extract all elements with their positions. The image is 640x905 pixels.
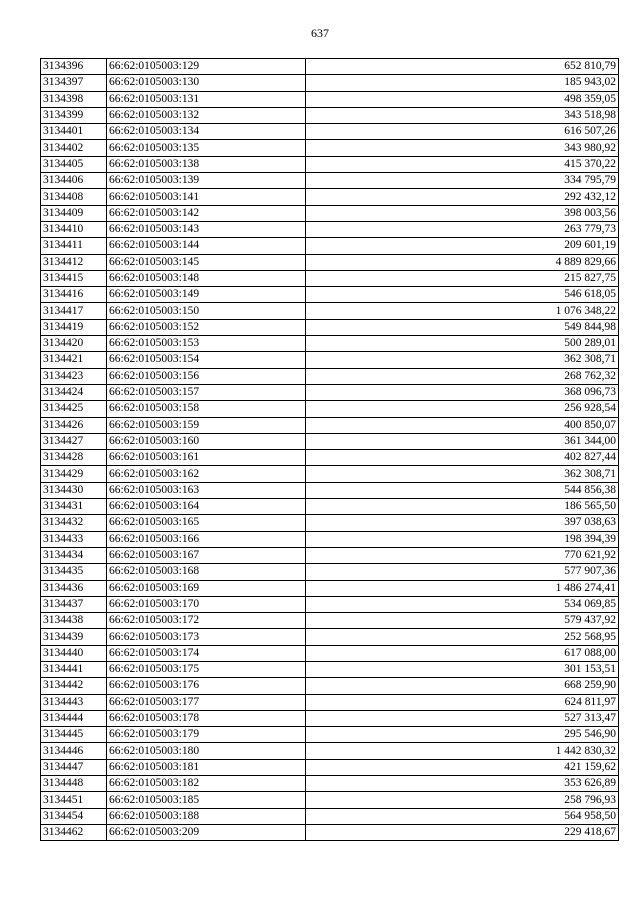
value-cell: 185 943,02 xyxy=(306,75,619,91)
record-number-cell: 3134402 xyxy=(41,140,107,156)
value-cell: 1 442 830,32 xyxy=(306,743,619,759)
record-number-cell: 3134432 xyxy=(41,515,107,531)
cadastral-number-cell: 66:62:0105003:130 xyxy=(107,75,306,91)
value-cell: 527 313,47 xyxy=(306,710,619,726)
table-row xyxy=(41,694,619,710)
value-cell: 362 308,71 xyxy=(306,352,619,368)
record-number-cell: 3134443 xyxy=(41,694,107,710)
record-number-cell: 3134410 xyxy=(41,221,107,237)
cadastral-number-cell: 66:62:0105003:174 xyxy=(107,645,306,661)
table-row xyxy=(41,743,619,759)
record-number-cell: 3134406 xyxy=(41,173,107,189)
table-row xyxy=(41,433,619,449)
cadastral-number-cell: 66:62:0105003:179 xyxy=(107,727,306,743)
table-row xyxy=(41,547,619,563)
cadastral-number-cell: 66:62:0105003:169 xyxy=(107,580,306,596)
record-number-cell: 3134448 xyxy=(41,776,107,792)
table-row xyxy=(41,91,619,107)
record-number-cell: 3134442 xyxy=(41,678,107,694)
record-number-cell: 3134441 xyxy=(41,661,107,677)
cadastral-number-cell: 66:62:0105003:175 xyxy=(107,661,306,677)
value-cell: 577 907,36 xyxy=(306,564,619,580)
table-row xyxy=(41,678,619,694)
value-cell: 343 980,92 xyxy=(306,140,619,156)
table-row xyxy=(41,124,619,140)
record-number-cell: 3134444 xyxy=(41,710,107,726)
table-row xyxy=(41,140,619,156)
cadastral-number-cell: 66:62:0105003:160 xyxy=(107,433,306,449)
value-cell: 353 626,89 xyxy=(306,776,619,792)
record-number-cell: 3134424 xyxy=(41,384,107,400)
cadastral-number-cell: 66:62:0105003:173 xyxy=(107,629,306,645)
value-cell: 301 153,51 xyxy=(306,661,619,677)
value-cell: 215 827,75 xyxy=(306,270,619,286)
table-row xyxy=(41,629,619,645)
registry-table-body xyxy=(41,59,619,841)
record-number-cell: 3134429 xyxy=(41,466,107,482)
record-number-cell: 3134423 xyxy=(41,368,107,384)
value-cell: 1 486 274,41 xyxy=(306,580,619,596)
record-number-cell: 3134439 xyxy=(41,629,107,645)
cadastral-number-cell: 66:62:0105003:156 xyxy=(107,368,306,384)
table-row xyxy=(41,824,619,840)
cadastral-number-cell: 66:62:0105003:188 xyxy=(107,808,306,824)
value-cell: 368 096,73 xyxy=(306,384,619,400)
cadastral-number-cell: 66:62:0105003:131 xyxy=(107,91,306,107)
value-cell: 415 370,22 xyxy=(306,156,619,172)
table-row xyxy=(41,531,619,547)
page-number: 637 xyxy=(311,26,329,40)
record-number-cell: 3134445 xyxy=(41,727,107,743)
table-row xyxy=(41,384,619,400)
record-number-cell: 3134405 xyxy=(41,156,107,172)
value-cell: 579 437,92 xyxy=(306,613,619,629)
value-cell: 258 796,93 xyxy=(306,792,619,808)
cadastral-number-cell: 66:62:0105003:150 xyxy=(107,303,306,319)
cadastral-number-cell: 66:62:0105003:178 xyxy=(107,710,306,726)
value-cell: 397 038,63 xyxy=(306,515,619,531)
cadastral-number-cell: 66:62:0105003:172 xyxy=(107,613,306,629)
value-cell: 343 518,98 xyxy=(306,107,619,123)
value-cell: 292 432,12 xyxy=(306,189,619,205)
table-row xyxy=(41,238,619,254)
record-number-cell: 3134417 xyxy=(41,303,107,319)
value-cell: 498 359,05 xyxy=(306,91,619,107)
cadastral-number-cell: 66:62:0105003:138 xyxy=(107,156,306,172)
record-number-cell: 3134434 xyxy=(41,547,107,563)
cadastral-number-cell: 66:62:0105003:177 xyxy=(107,694,306,710)
record-number-cell: 3134462 xyxy=(41,824,107,840)
cadastral-number-cell: 66:62:0105003:152 xyxy=(107,319,306,335)
cadastral-number-cell: 66:62:0105003:181 xyxy=(107,759,306,775)
value-cell: 361 344,00 xyxy=(306,433,619,449)
record-number-cell: 3134397 xyxy=(41,75,107,91)
cadastral-number-cell: 66:62:0105003:161 xyxy=(107,450,306,466)
table-row xyxy=(41,710,619,726)
table-row xyxy=(41,645,619,661)
record-number-cell: 3134451 xyxy=(41,792,107,808)
value-cell: 398 003,56 xyxy=(306,205,619,221)
value-cell: 652 810,79 xyxy=(306,59,619,75)
table-row xyxy=(41,189,619,205)
cadastral-number-cell: 66:62:0105003:166 xyxy=(107,531,306,547)
record-number-cell: 3134401 xyxy=(41,124,107,140)
record-number-cell: 3134427 xyxy=(41,433,107,449)
table-row xyxy=(41,270,619,286)
table-row xyxy=(41,319,619,335)
cadastral-number-cell: 66:62:0105003:168 xyxy=(107,564,306,580)
value-cell: 256 928,54 xyxy=(306,401,619,417)
table-row xyxy=(41,564,619,580)
value-cell: 564 958,50 xyxy=(306,808,619,824)
record-number-cell: 3134430 xyxy=(41,482,107,498)
table-row xyxy=(41,808,619,824)
table-row xyxy=(41,450,619,466)
record-number-cell: 3134428 xyxy=(41,450,107,466)
cadastral-number-cell: 66:62:0105003:159 xyxy=(107,417,306,433)
value-cell: 4 889 829,66 xyxy=(306,254,619,270)
table-row xyxy=(41,254,619,270)
cadastral-number-cell: 66:62:0105003:185 xyxy=(107,792,306,808)
value-cell: 400 850,07 xyxy=(306,417,619,433)
value-cell: 252 568,95 xyxy=(306,629,619,645)
cadastral-number-cell: 66:62:0105003:145 xyxy=(107,254,306,270)
cadastral-number-cell: 66:62:0105003:158 xyxy=(107,401,306,417)
table-row xyxy=(41,368,619,384)
table-row xyxy=(41,661,619,677)
cadastral-number-cell: 66:62:0105003:176 xyxy=(107,678,306,694)
cadastral-number-cell: 66:62:0105003:135 xyxy=(107,140,306,156)
table-row xyxy=(41,59,619,75)
record-number-cell: 3134419 xyxy=(41,319,107,335)
table-row xyxy=(41,336,619,352)
cadastral-number-cell: 66:62:0105003:182 xyxy=(107,776,306,792)
registry-table xyxy=(40,58,619,841)
cadastral-number-cell: 66:62:0105003:170 xyxy=(107,596,306,612)
record-number-cell: 3134421 xyxy=(41,352,107,368)
value-cell: 295 546,90 xyxy=(306,727,619,743)
value-cell: 544 856,38 xyxy=(306,482,619,498)
record-number-cell: 3134396 xyxy=(41,59,107,75)
value-cell: 198 394,39 xyxy=(306,531,619,547)
table-row xyxy=(41,221,619,237)
record-number-cell: 3134431 xyxy=(41,499,107,515)
record-number-cell: 3134398 xyxy=(41,91,107,107)
cadastral-number-cell: 66:62:0105003:142 xyxy=(107,205,306,221)
cadastral-number-cell: 66:62:0105003:167 xyxy=(107,547,306,563)
record-number-cell: 3134426 xyxy=(41,417,107,433)
value-cell: 421 159,62 xyxy=(306,759,619,775)
value-cell: 617 088,00 xyxy=(306,645,619,661)
cadastral-number-cell: 66:62:0105003:134 xyxy=(107,124,306,140)
table-row xyxy=(41,596,619,612)
table-row xyxy=(41,287,619,303)
record-number-cell: 3134420 xyxy=(41,336,107,352)
table-row xyxy=(41,303,619,319)
cadastral-number-cell: 66:62:0105003:165 xyxy=(107,515,306,531)
table-row xyxy=(41,515,619,531)
cadastral-number-cell: 66:62:0105003:149 xyxy=(107,287,306,303)
cadastral-number-cell: 66:62:0105003:180 xyxy=(107,743,306,759)
table-row xyxy=(41,352,619,368)
value-cell: 334 795,79 xyxy=(306,173,619,189)
value-cell: 549 844,98 xyxy=(306,319,619,335)
value-cell: 362 308,71 xyxy=(306,466,619,482)
value-cell: 402 827,44 xyxy=(306,450,619,466)
cadastral-number-cell: 66:62:0105003:143 xyxy=(107,221,306,237)
table-row xyxy=(41,75,619,91)
record-number-cell: 3134416 xyxy=(41,287,107,303)
cadastral-number-cell: 66:62:0105003:148 xyxy=(107,270,306,286)
table-row xyxy=(41,417,619,433)
cadastral-number-cell: 66:62:0105003:154 xyxy=(107,352,306,368)
cadastral-number-cell: 66:62:0105003:139 xyxy=(107,173,306,189)
value-cell: 268 762,32 xyxy=(306,368,619,384)
table-row xyxy=(41,613,619,629)
table-row xyxy=(41,759,619,775)
cadastral-number-cell: 66:62:0105003:164 xyxy=(107,499,306,515)
cadastral-number-cell: 66:62:0105003:132 xyxy=(107,107,306,123)
table-row xyxy=(41,466,619,482)
cadastral-number-cell: 66:62:0105003:153 xyxy=(107,336,306,352)
record-number-cell: 3134435 xyxy=(41,564,107,580)
record-number-cell: 3134436 xyxy=(41,580,107,596)
table-row xyxy=(41,156,619,172)
table-row xyxy=(41,205,619,221)
record-number-cell: 3134415 xyxy=(41,270,107,286)
cadastral-number-cell: 66:62:0105003:144 xyxy=(107,238,306,254)
record-number-cell: 3134408 xyxy=(41,189,107,205)
value-cell: 500 289,01 xyxy=(306,336,619,352)
record-number-cell: 3134409 xyxy=(41,205,107,221)
value-cell: 209 601,19 xyxy=(306,238,619,254)
table-row xyxy=(41,107,619,123)
record-number-cell: 3134437 xyxy=(41,596,107,612)
table-row xyxy=(41,173,619,189)
record-number-cell: 3134425 xyxy=(41,401,107,417)
value-cell: 668 259,90 xyxy=(306,678,619,694)
table-row xyxy=(41,792,619,808)
record-number-cell: 3134440 xyxy=(41,645,107,661)
value-cell: 229 418,67 xyxy=(306,824,619,840)
cadastral-number-cell: 66:62:0105003:157 xyxy=(107,384,306,400)
record-number-cell: 3134454 xyxy=(41,808,107,824)
table-row xyxy=(41,727,619,743)
record-number-cell: 3134412 xyxy=(41,254,107,270)
table-row xyxy=(41,499,619,515)
record-number-cell: 3134446 xyxy=(41,743,107,759)
table-row xyxy=(41,401,619,417)
value-cell: 534 069,85 xyxy=(306,596,619,612)
table-row xyxy=(41,776,619,792)
value-cell: 624 811,97 xyxy=(306,694,619,710)
record-number-cell: 3134447 xyxy=(41,759,107,775)
cadastral-number-cell: 66:62:0105003:162 xyxy=(107,466,306,482)
table-row xyxy=(41,482,619,498)
cadastral-number-cell: 66:62:0105003:163 xyxy=(107,482,306,498)
value-cell: 770 621,92 xyxy=(306,547,619,563)
table-row xyxy=(41,580,619,596)
record-number-cell: 3134399 xyxy=(41,107,107,123)
record-number-cell: 3134411 xyxy=(41,238,107,254)
value-cell: 546 618,05 xyxy=(306,287,619,303)
value-cell: 616 507,26 xyxy=(306,124,619,140)
cadastral-number-cell: 66:62:0105003:141 xyxy=(107,189,306,205)
record-number-cell: 3134438 xyxy=(41,613,107,629)
value-cell: 263 779,73 xyxy=(306,221,619,237)
value-cell: 1 076 348,22 xyxy=(306,303,619,319)
cadastral-number-cell: 66:62:0105003:129 xyxy=(107,59,306,75)
record-number-cell: 3134433 xyxy=(41,531,107,547)
cadastral-number-cell: 66:62:0105003:209 xyxy=(107,824,306,840)
value-cell: 186 565,50 xyxy=(306,499,619,515)
